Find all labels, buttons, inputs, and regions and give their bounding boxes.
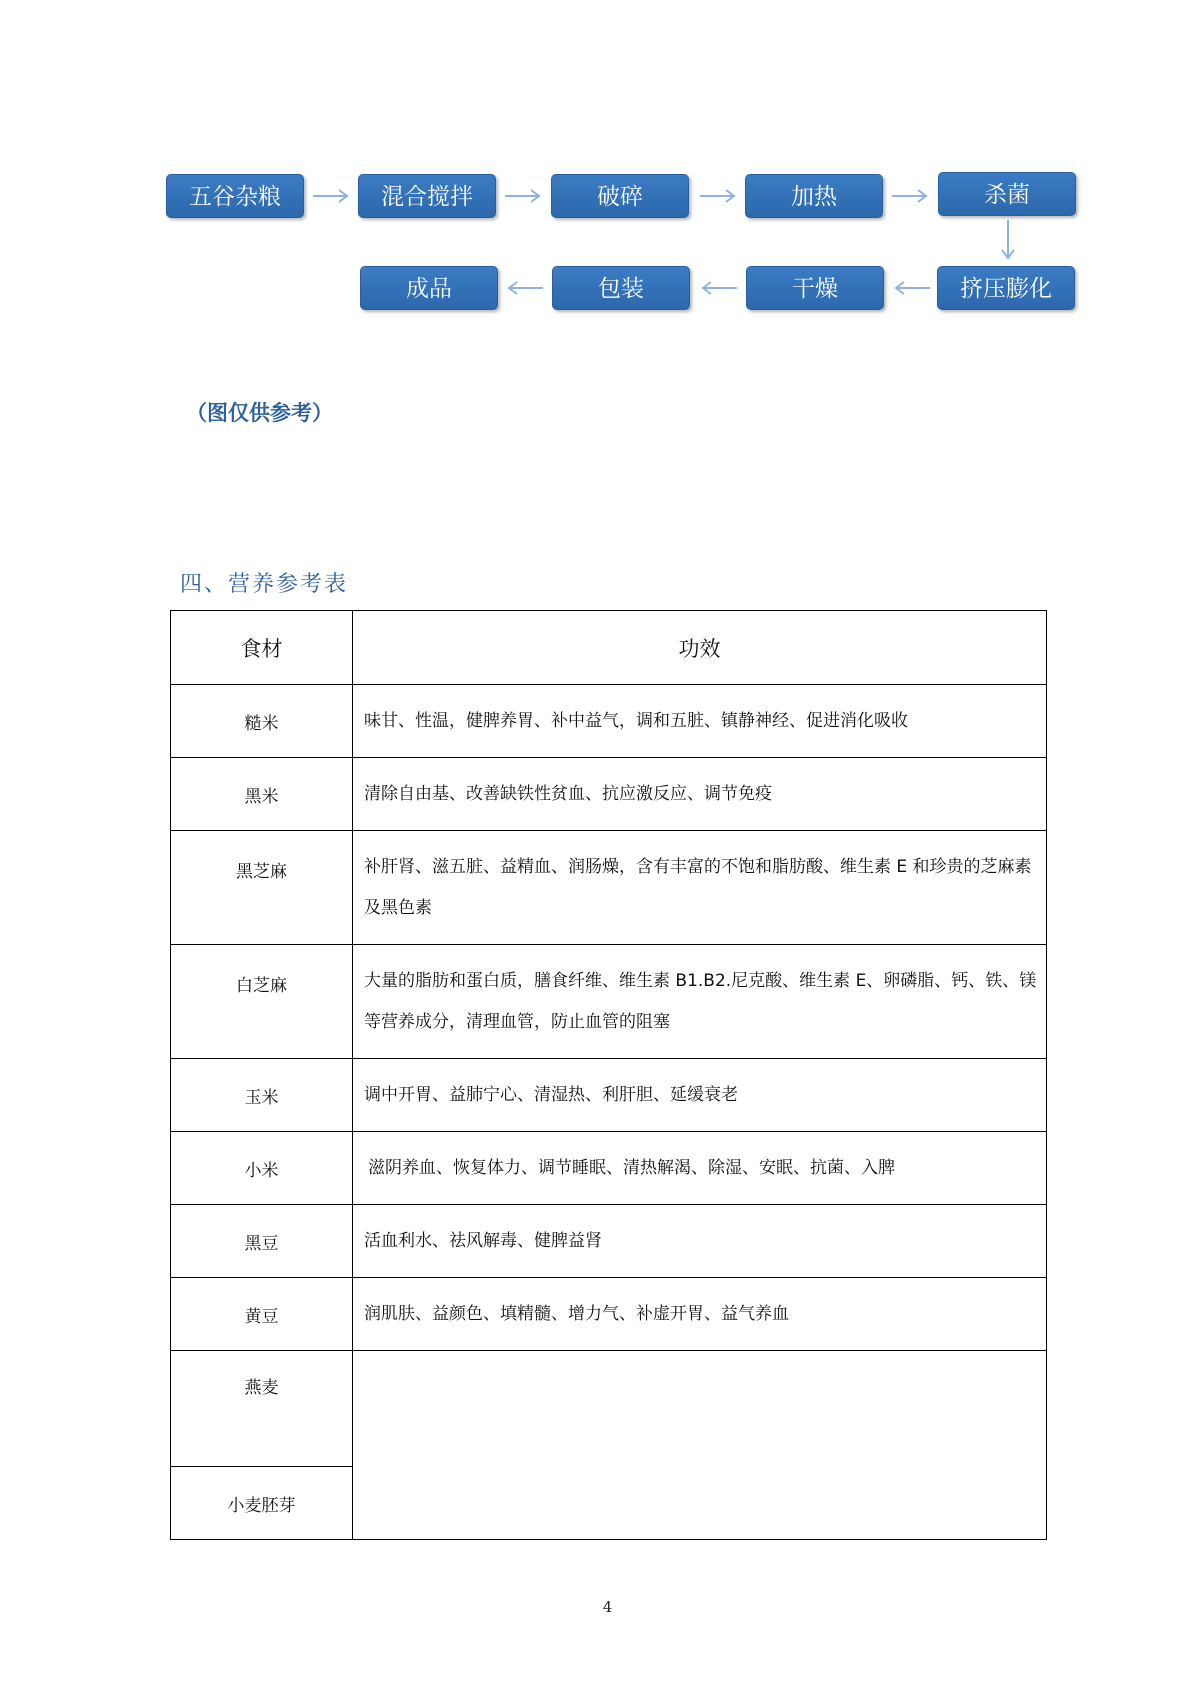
flow-step-crushing: 破碎	[551, 174, 689, 218]
table-row	[171, 1278, 1047, 1351]
left-arrow-icon	[505, 278, 545, 298]
right-arrow-icon	[503, 186, 543, 206]
flow-step-grains: 五谷杂粮	[166, 174, 304, 218]
food-cell: 小米	[171, 1132, 353, 1205]
table-row	[171, 1205, 1047, 1278]
effect-cell	[353, 1351, 1047, 1540]
flow-step-extrusion: 挤压膨化	[937, 266, 1075, 310]
flow-step-packaging: 包装	[552, 266, 690, 310]
effect-cell: 活血利水、祛风解毒、健脾益肾	[353, 1205, 1047, 1278]
food-cell: 小麦胚芽	[171, 1467, 353, 1540]
flow-step-sterilize: 杀菌	[938, 172, 1076, 216]
food-cell: 白芝麻	[171, 945, 353, 1059]
header-food: 食材	[171, 611, 353, 685]
effect-cell: 大量的脂肪和蛋白质，膳食纤维、维生素 B1.B2.尼克酸、维生素 E、卵磷脂、钙、铁、镁等营养成分，清理血管，防止血管的阻塞	[353, 945, 1047, 1059]
effect-cell: 清除自由基、改善缺铁性贫血、抗应激反应、调节免疫	[353, 758, 1047, 831]
nutrition-table	[170, 610, 1047, 1540]
table-row	[171, 1351, 1047, 1467]
table-row	[171, 945, 1047, 1059]
page-number: 4	[602, 1598, 613, 1616]
section-title: 四、营养参考表	[180, 572, 349, 597]
right-arrow-icon	[890, 186, 930, 206]
flow-step-heating: 加热	[745, 174, 883, 218]
effect-cell: 调中开胃、益肺宁心、清湿热、利肝胆、延缓衰老	[353, 1059, 1047, 1132]
down-arrow-icon	[998, 218, 1018, 262]
effect-cell: 补肝肾、滋五脏、益精血、润肠燥，含有丰富的不饱和脂肪酸、维生素 E 和珍贵的芝麻素及黑色素	[353, 831, 1047, 945]
food-cell: 燕麦	[171, 1351, 353, 1467]
flow-step-mixing: 混合搅拌	[358, 174, 496, 218]
table-row	[171, 685, 1047, 758]
table-row	[171, 758, 1047, 831]
food-cell: 玉米	[171, 1059, 353, 1132]
food-cell: 黑豆	[171, 1205, 353, 1278]
effect-cell: 滋阴养血、恢复体力、调节睡眠、清热解渴、除湿、安眠、抗菌、入脾	[353, 1132, 1047, 1205]
table-row	[171, 1132, 1047, 1205]
food-cell: 黄豆	[171, 1278, 353, 1351]
left-arrow-icon	[699, 278, 739, 298]
effect-cell: 润肌肤、益颜色、填精髓、增力气、补虚开胃、益气养血	[353, 1278, 1047, 1351]
effect-cell: 味甘、性温，健脾养胃、补中益气，调和五脏、镇静神经、促进消化吸收	[353, 685, 1047, 758]
header-effect: 功效	[353, 611, 1047, 685]
food-cell: 黑芝麻	[171, 831, 353, 945]
table-row	[171, 831, 1047, 945]
left-arrow-icon	[892, 278, 932, 298]
right-arrow-icon	[311, 186, 351, 206]
flow-step-drying: 干燥	[746, 266, 884, 310]
figure-caption: （图仅供参考）	[186, 401, 333, 425]
table-row	[171, 1059, 1047, 1132]
flow-step-finished: 成品	[360, 266, 498, 310]
right-arrow-icon	[698, 186, 738, 206]
food-cell: 糙米	[171, 685, 353, 758]
table-header-row	[171, 611, 1047, 685]
food-cell: 黑米	[171, 758, 353, 831]
